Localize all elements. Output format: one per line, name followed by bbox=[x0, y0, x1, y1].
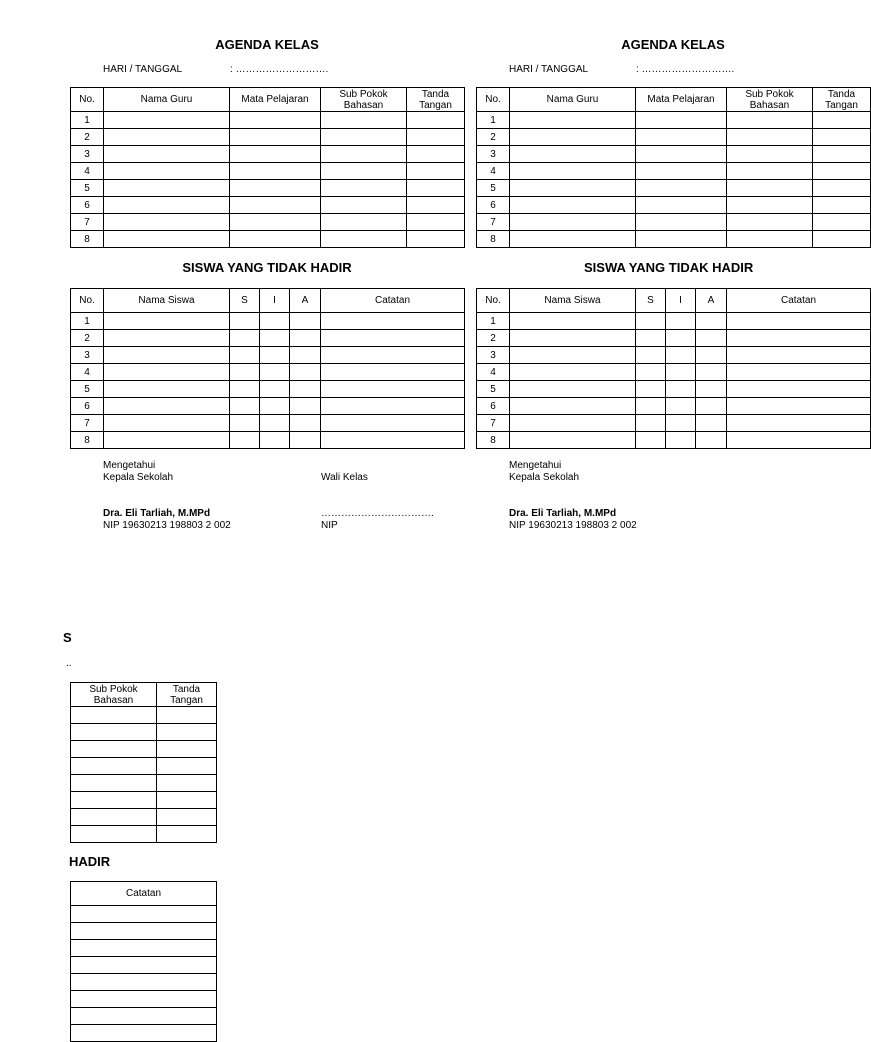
absence-title: SISWA YANG TIDAK HADIR bbox=[182, 260, 352, 275]
col-mata-pelajaran: Mata Pelajaran bbox=[230, 88, 321, 112]
col-catatan: Catatan bbox=[321, 289, 465, 313]
table-row: 8 bbox=[477, 231, 871, 248]
col-tanda-tangan: Tanda Tangan bbox=[813, 88, 871, 112]
table-row bbox=[71, 809, 217, 826]
col-sub-pokok-bahasan: Sub Pokok Bahasan bbox=[727, 88, 813, 112]
col-no: No. bbox=[477, 289, 510, 313]
table-row bbox=[71, 826, 217, 843]
principal-name: Dra. Eli Tarliah, M.MPd bbox=[103, 508, 211, 519]
table-row: 3 bbox=[71, 146, 465, 163]
table-row bbox=[71, 991, 217, 1008]
fragment-title-char: S bbox=[63, 630, 72, 645]
col-a: A bbox=[290, 289, 321, 313]
table-row: 7 bbox=[477, 415, 871, 432]
table-row: 6 bbox=[477, 197, 871, 214]
fragment-absence-table bbox=[70, 881, 217, 1042]
table-row: 2 bbox=[71, 330, 465, 347]
hari-tanggal-label: HARI / TANGGAL bbox=[103, 64, 183, 75]
table-row bbox=[71, 758, 217, 775]
absence-title: SISWA YANG TIDAK HADIR bbox=[584, 260, 754, 275]
principal-name: Dra. Eli Tarliah, M.MPd bbox=[509, 508, 617, 519]
fragment-hadir-title: HADIR bbox=[69, 854, 111, 869]
col-no: No. bbox=[71, 289, 104, 313]
agenda-title: AGENDA KELAS bbox=[215, 37, 319, 52]
col-nama-siswa: Nama Siswa bbox=[510, 289, 636, 313]
mengetahui-label: Mengetahui bbox=[509, 460, 562, 471]
col-i: I bbox=[666, 289, 696, 313]
table-row: 2 bbox=[71, 129, 465, 146]
table-row: 5 bbox=[477, 180, 871, 197]
mengetahui-label: Mengetahui bbox=[103, 460, 156, 471]
table-row: 3 bbox=[71, 347, 465, 364]
col-sub-pokok-bahasan: Sub Pokok Bahasan bbox=[71, 683, 157, 707]
table-row: 7 bbox=[71, 415, 465, 432]
col-a: A bbox=[696, 289, 727, 313]
table-row: 5 bbox=[477, 381, 871, 398]
agenda-table bbox=[476, 87, 871, 248]
table-row: 2 bbox=[477, 129, 871, 146]
table-row bbox=[71, 1025, 217, 1042]
table-row: 2 bbox=[477, 330, 871, 347]
table-row: 6 bbox=[71, 197, 465, 214]
col-nama-siswa: Nama Siswa bbox=[104, 289, 230, 313]
table-row: 3 bbox=[477, 146, 871, 163]
form-copy-fragment bbox=[0, 620, 230, 1024]
table-row: 4 bbox=[71, 163, 465, 180]
hari-tanggal-value: : ………………………. bbox=[636, 64, 735, 75]
col-no: No. bbox=[71, 88, 104, 112]
col-tanda-tangan: Tanda Tangan bbox=[407, 88, 465, 112]
table-row bbox=[71, 1008, 217, 1025]
wali-kelas-label: Wali Kelas bbox=[321, 472, 368, 483]
table-row: 3 bbox=[477, 347, 871, 364]
col-nama-guru: Nama Guru bbox=[104, 88, 230, 112]
table-row bbox=[71, 741, 217, 758]
agenda-title: AGENDA KELAS bbox=[621, 37, 725, 52]
table-row bbox=[71, 906, 217, 923]
kepala-sekolah-label: Kepala Sekolah bbox=[509, 472, 580, 483]
table-row: 6 bbox=[71, 398, 465, 415]
table-row: 6 bbox=[477, 398, 871, 415]
col-no: No. bbox=[477, 88, 510, 112]
table-row: 4 bbox=[477, 163, 871, 180]
table-row bbox=[71, 724, 217, 741]
teacher-name-dots: ……………………………. bbox=[321, 508, 434, 519]
col-i: I bbox=[260, 289, 290, 313]
teacher-nip: NIP bbox=[321, 520, 338, 531]
col-nama-guru: Nama Guru bbox=[510, 88, 636, 112]
col-sub-pokok-bahasan: Sub Pokok Bahasan bbox=[321, 88, 407, 112]
table-row: 1 bbox=[477, 112, 871, 129]
col-s: S bbox=[230, 289, 260, 313]
table-row: 7 bbox=[477, 214, 871, 231]
table-row: 5 bbox=[71, 180, 465, 197]
table-row: 8 bbox=[477, 432, 871, 449]
table-row bbox=[71, 957, 217, 974]
table-row: 1 bbox=[71, 313, 465, 330]
table-row: 1 bbox=[477, 313, 871, 330]
col-mata-pelajaran: Mata Pelajaran bbox=[636, 88, 727, 112]
table-row: 7 bbox=[71, 214, 465, 231]
col-catatan: Catatan bbox=[71, 882, 217, 906]
table-row bbox=[71, 792, 217, 809]
fragment-agenda-table bbox=[70, 682, 217, 843]
table-row bbox=[71, 923, 217, 940]
table-row: 8 bbox=[71, 231, 465, 248]
table-row bbox=[71, 974, 217, 991]
kepala-sekolah-label: Kepala Sekolah bbox=[103, 472, 174, 483]
principal-nip: NIP 19630213 198803 2 002 bbox=[103, 520, 231, 531]
table-row bbox=[71, 775, 217, 792]
col-s: S bbox=[636, 289, 666, 313]
hari-tanggal-value: : ………………………. bbox=[230, 64, 329, 75]
table-row: 4 bbox=[71, 364, 465, 381]
col-catatan: Catatan bbox=[727, 289, 871, 313]
table-row: 8 bbox=[71, 432, 465, 449]
hari-tanggal-label: HARI / TANGGAL bbox=[509, 64, 589, 75]
table-row: 5 bbox=[71, 381, 465, 398]
absence-table bbox=[476, 288, 871, 449]
table-row bbox=[71, 707, 217, 724]
table-row: 1 bbox=[71, 112, 465, 129]
table-row bbox=[71, 940, 217, 957]
fragment-dots: .. bbox=[66, 658, 72, 669]
col-tanda-tangan: Tanda Tangan bbox=[157, 683, 217, 707]
principal-nip: NIP 19630213 198803 2 002 bbox=[509, 520, 637, 531]
table-row: 4 bbox=[477, 364, 871, 381]
